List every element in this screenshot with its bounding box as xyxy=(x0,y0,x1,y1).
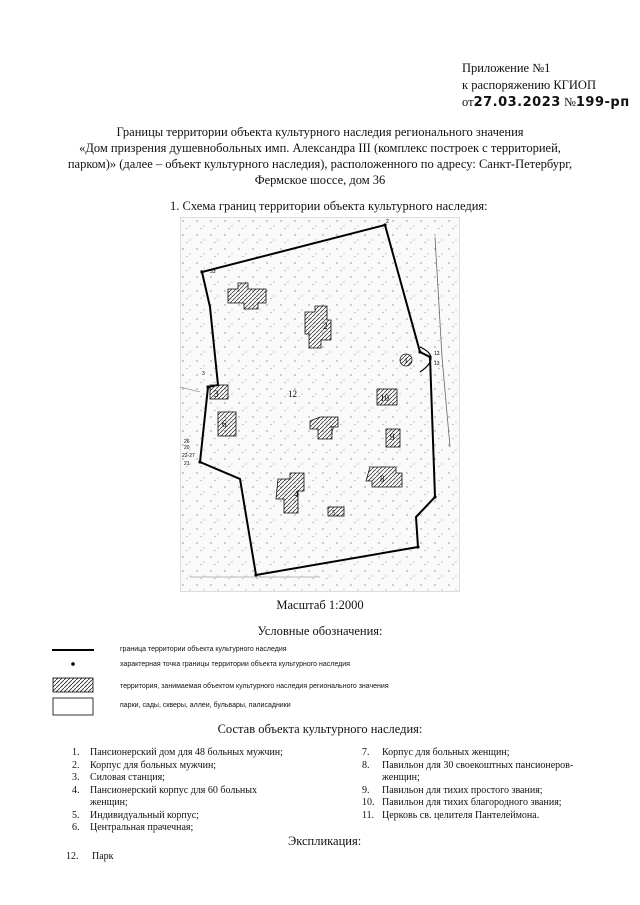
list-item: 9. Павильон для тихих простого звания; xyxy=(362,784,543,796)
appendix-date: 27.03.2023 xyxy=(473,95,561,110)
list-item: 7. Корпус для больных женщин; xyxy=(362,747,510,758)
point-label: 12 xyxy=(434,351,440,357)
title-line-2: «Дом призрения душевнобольных имп. Александра III (комплекс построек с территорией, xyxy=(79,141,561,155)
point-label: 2 xyxy=(386,219,389,225)
title-line-3: парком)» (далее – объект культурного наследия), расположенного по адресу: Санкт-Петербург, xyxy=(67,157,573,171)
building-outline xyxy=(218,412,236,436)
building-label: 5 xyxy=(332,509,336,517)
title-line-1: Границы территории объекта культурного наследия регионального значения xyxy=(116,125,524,139)
point-label: 26 xyxy=(184,439,190,445)
building-label: 12 xyxy=(288,389,297,399)
boundary-point xyxy=(198,460,201,463)
appendix-order-ref: к распоряжению КГИОП xyxy=(462,78,596,92)
list-item: 10. Павильон для тихих благородного звания; xyxy=(362,797,562,808)
building-label: 8 xyxy=(380,474,385,484)
legend-item-point: характерная точка границы территории объекта культурного наследия xyxy=(120,661,350,668)
boundary-point xyxy=(254,573,257,576)
point-label: 21 xyxy=(184,461,190,467)
boundary-point xyxy=(418,350,421,353)
appendix-header xyxy=(462,60,630,111)
composition-left-column xyxy=(72,747,322,835)
building-label: 10 xyxy=(380,393,389,403)
boundary-point xyxy=(416,545,419,548)
map-scale: Масштаб 1:2000 xyxy=(276,598,364,612)
list-item: 12. Парк xyxy=(66,851,114,862)
building-label: 9 xyxy=(390,432,395,442)
building-outline xyxy=(328,507,344,516)
building-label: 7 xyxy=(330,425,335,435)
list-item: 3. Силовая станция; xyxy=(72,772,165,783)
legend-item-boundary: граница территории объекта культурного наследия xyxy=(120,646,287,653)
boundary-point xyxy=(428,355,431,358)
legend-hatch-swatch xyxy=(53,678,93,692)
composition-heading: Состав объекта культурного наследия: xyxy=(217,722,423,736)
building-label: 2 xyxy=(323,321,328,331)
building-label: 6 xyxy=(222,419,227,429)
point-label: 33 xyxy=(210,269,216,275)
composition-right-column xyxy=(362,747,612,822)
list-item: 6. Центральная прачечная; xyxy=(72,822,194,833)
appendix-prefix: от xyxy=(462,95,474,109)
site-map xyxy=(180,217,460,592)
point-label: 13 xyxy=(434,361,440,367)
boundary-point xyxy=(433,495,436,498)
list-item: 2. Корпус для больных мужчин; xyxy=(72,759,217,771)
building-label: 4 xyxy=(294,489,299,499)
legend-symbols xyxy=(52,648,96,718)
appendix-number: 199-рп xyxy=(575,95,630,110)
appendix-num-label: № xyxy=(563,95,576,109)
list-item: 4. Пансионерский корпус для 60 больных xyxy=(72,784,257,796)
legend-point-icon xyxy=(71,662,75,666)
legend-item-parks: парки, сады, скверы, аллеи, бульвары, палисадники xyxy=(120,702,291,709)
boundary-point xyxy=(200,270,203,273)
legend-park-swatch xyxy=(53,698,93,715)
appendix-date-line xyxy=(462,94,630,111)
list-item: 1. Пансионерский дом для 48 больных мужчин; xyxy=(72,747,283,758)
list-item: 11. Церковь св. целителя Пантелеймона. xyxy=(362,809,540,821)
boundary-point xyxy=(206,385,209,388)
explication-heading: Экспликация: xyxy=(288,834,362,848)
scheme-caption: 1. Схема границ территории объекта культурного наследия: xyxy=(170,199,488,213)
point-label: 22-27 xyxy=(182,453,195,459)
list-item: женщин; xyxy=(90,797,128,808)
legend-heading: Условные обозначения: xyxy=(257,624,383,638)
list-item: 5. Индивидуальный корпус; xyxy=(72,809,199,821)
list-item: женщин; xyxy=(382,772,420,783)
legend-item-territory: территория, занимаемая объектом культурного наследия регионального значения xyxy=(120,683,389,690)
building-label: 3 xyxy=(214,389,219,399)
point-label: 3 xyxy=(202,371,205,377)
building-outline xyxy=(210,385,228,399)
document-title xyxy=(60,124,580,188)
list-item: 8. Павильон для 30 своекоштных пансионеров- xyxy=(362,759,574,771)
point-label: 20 xyxy=(184,445,190,451)
title-line-4: Фермское шоссе, дом 36 xyxy=(254,173,386,187)
appendix-title: Приложение №1 xyxy=(462,61,551,75)
building-label: 1 xyxy=(404,357,408,365)
